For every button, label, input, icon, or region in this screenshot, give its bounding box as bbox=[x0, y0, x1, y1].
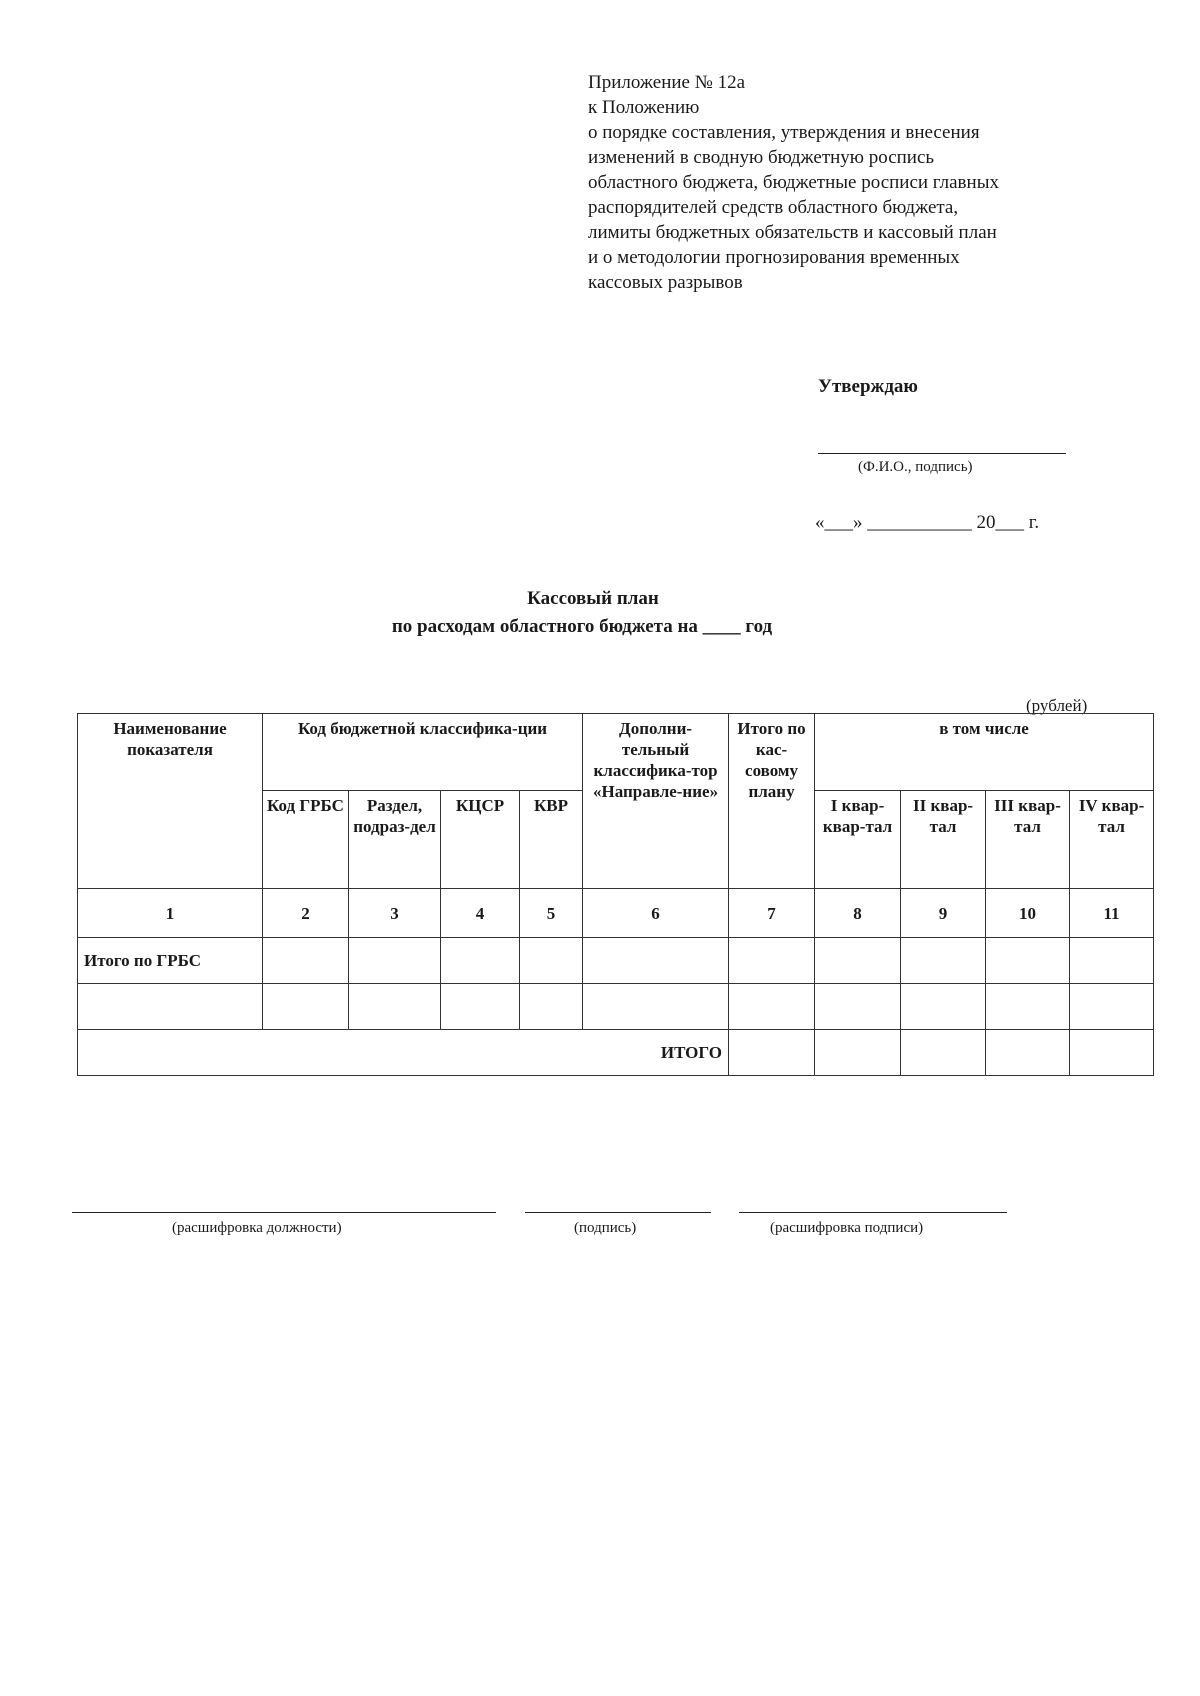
approval-signature-caption: (Ф.И.О., подпись) bbox=[858, 459, 973, 475]
date-close-quote: » bbox=[853, 512, 863, 533]
appendix-line: лимиты бюджетных обязательств и кассовый план bbox=[588, 222, 997, 243]
signature-decode-caption: (расшифровка подписи) bbox=[770, 1220, 924, 1236]
position-decode-line bbox=[72, 1212, 496, 1213]
table-cell bbox=[583, 984, 729, 1030]
appendix-line: о порядке составления, утверждения и внесения bbox=[588, 122, 980, 143]
table-cell bbox=[583, 938, 729, 984]
column-number: 4 bbox=[441, 889, 520, 938]
appendix-line: и о методологии прогнозирования временных bbox=[588, 247, 960, 268]
header-kcsr: КЦСР bbox=[441, 791, 520, 889]
table-cell bbox=[349, 938, 441, 984]
signature-line bbox=[525, 1212, 711, 1213]
column-number: 8 bbox=[815, 889, 901, 938]
column-number: 11 bbox=[1070, 889, 1154, 938]
units-label: (рублей) bbox=[1026, 696, 1088, 715]
column-number: 9 bbox=[901, 889, 986, 938]
header-quarter-4: IV квар-тал bbox=[1070, 791, 1154, 889]
appendix-line: кассовых разрывов bbox=[588, 272, 743, 293]
table-cell bbox=[1070, 1030, 1154, 1076]
column-number: 1 bbox=[78, 889, 263, 938]
table-cell bbox=[520, 938, 583, 984]
signature-decode-line bbox=[739, 1212, 1007, 1213]
header-kvr: КВР bbox=[520, 791, 583, 889]
position-decode-caption: (расшифровка должности) bbox=[172, 1220, 342, 1236]
header-quarter-3: III квар-тал bbox=[986, 791, 1070, 889]
table-row-empty bbox=[78, 984, 1154, 1030]
title-line-2-prefix: по расходам областного бюджета на bbox=[391, 616, 698, 637]
table-cell bbox=[815, 938, 901, 984]
table-cell bbox=[263, 984, 349, 1030]
table-cell bbox=[441, 938, 520, 984]
header-indicator-name: Наименование показателя bbox=[78, 714, 263, 889]
table-cell bbox=[1070, 984, 1154, 1030]
table-cell bbox=[815, 1030, 901, 1076]
approval-date bbox=[815, 512, 1039, 534]
appendix-reference bbox=[588, 70, 1148, 295]
header-code-grbs: Код ГРБС bbox=[263, 791, 349, 889]
column-number: 6 bbox=[583, 889, 729, 938]
title-line-2-suffix: год bbox=[745, 616, 773, 637]
row-label-total-grbs: Итого по ГРБС bbox=[78, 938, 263, 984]
appendix-line: распорядителей средств областного бюджета, bbox=[588, 197, 959, 218]
table-cell bbox=[441, 984, 520, 1030]
table-cell bbox=[1070, 938, 1154, 984]
header-including: в том числе bbox=[815, 714, 1154, 791]
header-section: Раздел, подраз-дел bbox=[349, 791, 441, 889]
date-month-blank: ___________ bbox=[867, 512, 972, 533]
row-label-grand-total: ИТОГО bbox=[78, 1030, 729, 1076]
signature-caption: (подпись) bbox=[574, 1220, 637, 1236]
column-number: 10 bbox=[986, 889, 1070, 938]
appendix-line: областного бюджета, бюджетные росписи главных bbox=[588, 172, 999, 193]
appendix-line: Приложение № 12а bbox=[588, 72, 746, 93]
table-cell bbox=[349, 984, 441, 1030]
title-line-2 bbox=[0, 613, 1182, 641]
header-total-cash-plan: Итого по кас-совому плану bbox=[729, 714, 815, 889]
column-number: 7 bbox=[729, 889, 815, 938]
date-year-suffix: г. bbox=[1028, 512, 1040, 533]
date-year-blank: ___ bbox=[995, 512, 1024, 533]
table-cell bbox=[986, 938, 1070, 984]
header-budget-classification-code: Код бюджетной классифика-ции bbox=[263, 714, 583, 791]
table-cell bbox=[520, 984, 583, 1030]
table-cell bbox=[901, 984, 986, 1030]
date-open-quote: « bbox=[815, 512, 825, 533]
table-cell bbox=[263, 938, 349, 984]
table-cell bbox=[78, 984, 263, 1030]
table-cell bbox=[815, 984, 901, 1030]
table-row-total-grbs bbox=[78, 938, 1154, 984]
date-day-blank: ___ bbox=[824, 512, 853, 533]
cash-plan-table bbox=[77, 713, 1154, 1076]
header-additional-classifier: Дополни-тельный классифика-тор «Направле-ние» bbox=[583, 714, 729, 889]
column-number: 3 bbox=[349, 889, 441, 938]
header-quarter-2: II квар-тал bbox=[901, 791, 986, 889]
title-line-1: Кассовый план bbox=[527, 588, 659, 609]
date-year-prefix: 20 bbox=[976, 512, 996, 533]
column-number: 2 bbox=[263, 889, 349, 938]
table-cell bbox=[729, 984, 815, 1030]
document-title bbox=[0, 585, 1200, 641]
table-cell bbox=[986, 984, 1070, 1030]
title-year-blank: ____ bbox=[702, 616, 741, 637]
approval-signature-line bbox=[818, 453, 1066, 454]
table-cell bbox=[901, 1030, 986, 1076]
table-cell bbox=[901, 938, 986, 984]
table-cell bbox=[729, 1030, 815, 1076]
table-cell bbox=[986, 1030, 1070, 1076]
appendix-line: к Положению bbox=[588, 97, 700, 118]
column-number: 5 bbox=[520, 889, 583, 938]
appendix-line: изменений в сводную бюджетную роспись bbox=[588, 147, 935, 168]
approval-heading: Утверждаю bbox=[818, 376, 918, 397]
header-quarter-1: I квар-квар-тал bbox=[815, 791, 901, 889]
table-row-grand-total bbox=[78, 1030, 1154, 1076]
table-cell bbox=[729, 938, 815, 984]
